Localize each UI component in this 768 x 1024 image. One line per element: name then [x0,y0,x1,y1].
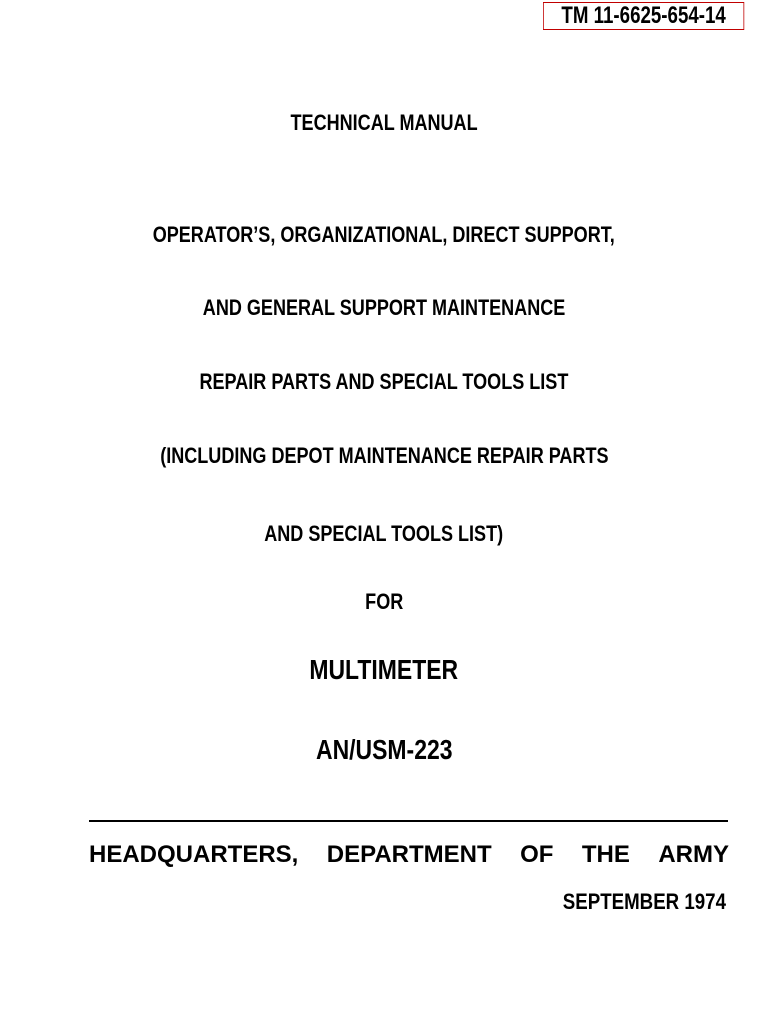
hq-word: DEPARTMENT [326,841,492,868]
title-line-for-text: FOR [364,589,404,614]
manual-type-text: TECHNICAL MANUAL [290,110,478,135]
title-line-for [0,589,768,615]
headquarters-line [89,841,729,869]
publication-date: SEPTEMBER 1974 [562,889,726,914]
horizontal-rule [89,820,728,822]
manual-type-heading [0,110,768,136]
hq-word: OF [520,841,554,868]
title-line-operators-text: OPERATOR’S, ORGANIZATIONAL, DIRECT SUPPORT, [152,222,616,247]
title-line-repair-parts-text: REPAIR PARTS AND SPECIAL TOOLS LIST [199,369,569,394]
title-line-depot-text: (INCLUDING DEPOT MAINTENANCE REPAIR PARTS [159,443,609,468]
title-line-general-support [0,295,768,321]
hq-word: ARMY [658,841,729,868]
title-line-general-support-text: AND GENERAL SUPPORT MAINTENANCE [202,295,566,320]
title-line-repair-parts [0,369,768,395]
title-line-special-tools-text: AND SPECIAL TOOLS LIST) [264,521,504,546]
title-line-operators [0,222,768,248]
title-line-depot [0,443,768,469]
tm-number-box: TM 11-6625-654-14 [543,2,744,30]
equipment-model [0,734,768,766]
equipment-model-text: AN/USM-223 [315,734,453,765]
equipment-name-text: MULTIMETER [309,654,459,685]
equipment-name [0,654,768,686]
title-line-special-tools [0,521,768,547]
hq-word: THE [581,841,630,868]
hq-word: HEADQUARTERS, [89,841,299,868]
